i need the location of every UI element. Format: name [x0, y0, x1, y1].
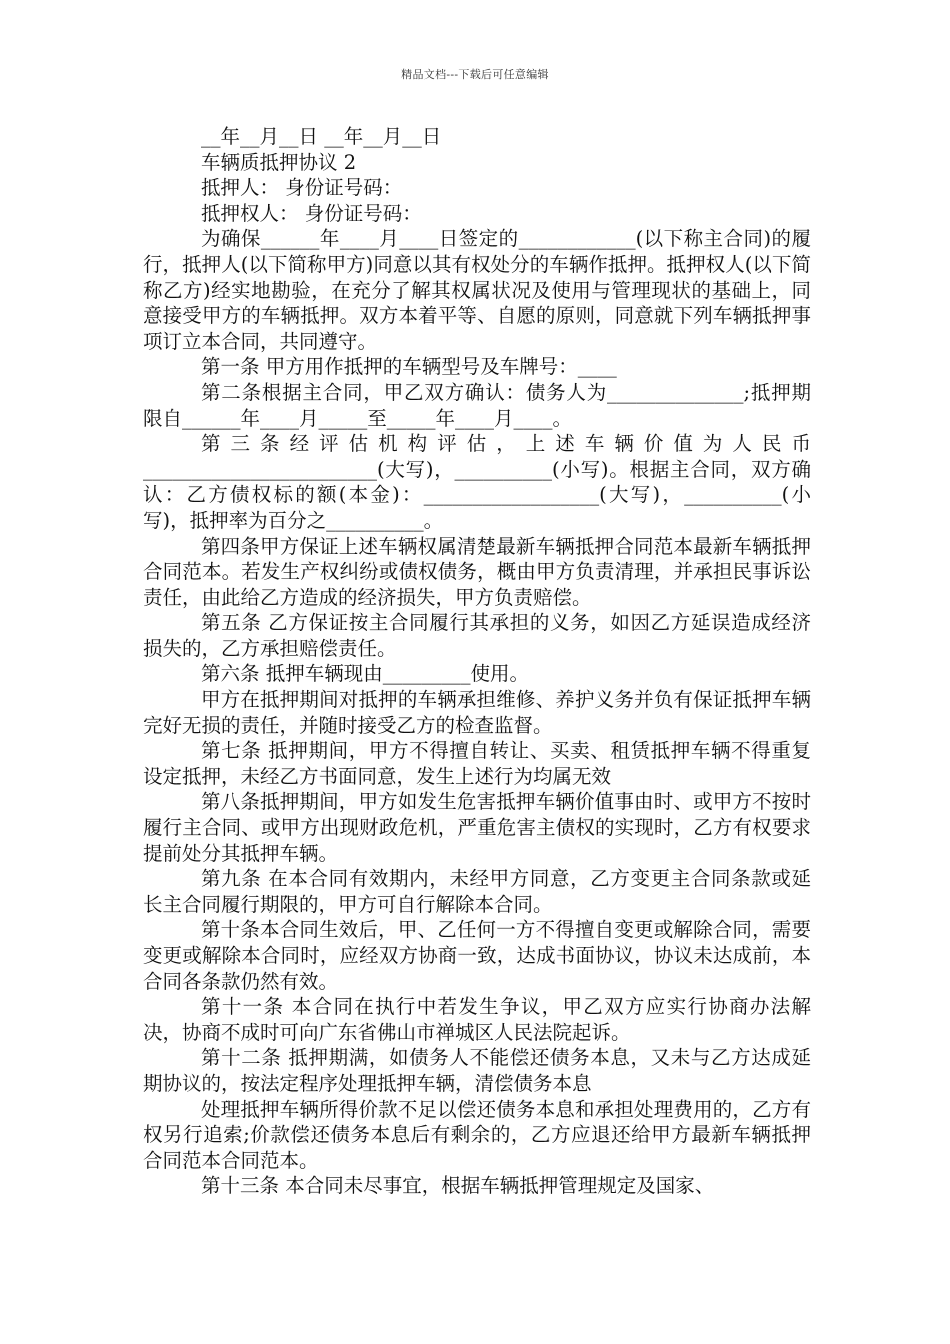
mortgagor-line: 抵押人： 身份证号码：	[201, 176, 403, 200]
preamble-paragraph: 为确保______年____月____日签定的____________(以下称主合同)的履行，抵押人(以下简称甲方)同意以其有权处分的车辆作抵押。抵押权人(以下简称乙方)经实地勘验，在充分了解其权属状况及使用与管理现状的基础上，同意接受甲方的车辆抵押。双方本着平等、自愿的原则，同意就下列车辆抵押事项订立本合同，共同遵守。	[143, 227, 811, 353]
article-6: 第六条 抵押车辆现由_________使用。	[201, 662, 529, 686]
article-5: 第五条 乙方保证按主合同履行其承担的义务，如因乙方延误造成经济损失的，乙方承担赔偿责任。	[143, 611, 811, 660]
article-12: 第十二条 抵押期满，如债务人不能偿还债务本息，又未与乙方达成延期协议的，按法定程序处理抵押车辆，清偿债务本息	[143, 1046, 811, 1095]
article-3: 第三条经评估机构评估，上述车辆价值为人民币________________________(大写)，__________(小写)。根据主合同，双方确认：乙方债权标的额(本金)：__________________(大写)，__________(小写)，抵押率为百分之__________。	[143, 432, 811, 532]
article-11: 第十一条 本合同在执行中若发生争议，甲乙双方应实行协商办法解决，协商不成时可向广东省佛山市禅城区人民法院起诉。	[143, 995, 811, 1044]
page-header: 精品文档---下载后可任意编辑	[401, 68, 549, 81]
document-body	[143, 124, 811, 1199]
article-9: 第九条 在本合同有效期内，未经甲方同意，乙方变更主合同条款或延长主合同履行期限的，甲方可自行解除本合同。	[143, 867, 811, 916]
article-2: 第二条根据主合同，甲乙双方确认：债务人为______________;抵押期限自______年____月_____至_____年____月____。	[143, 380, 811, 430]
article-13: 第十三条 本合同未尽事宜，根据车辆抵押管理规定及国家、	[201, 1174, 715, 1198]
article-10: 第十条本合同生效后，甲、乙任何一方不得擅自变更或解除合同，需要变更或解除本合同时，应经双方协商一致，达成书面协议，协议未达成前，本合同各条款仍然有效。	[143, 918, 811, 993]
article-12-detail: 处理抵押车辆所得价款不足以偿还债务本息和承担处理费用的，乙方有权另行追索;价款偿还债务本息后有剩余的，乙方应退还给甲方最新车辆抵押合同范本合同范本。	[143, 1097, 811, 1172]
date-line: __年__月__日 __年__月__日	[201, 125, 442, 148]
article-7: 第七条 抵押期间，甲方不得擅自转让、买卖、租赁抵押车辆不得重复设定抵押，未经乙方书面同意，发生上述行为均属无效	[143, 739, 811, 788]
article-1: 第一条 甲方用作抵押的车辆型号及车牌号：____	[201, 355, 617, 379]
mortgagee-line: 抵押权人： 身份证号码：	[201, 201, 422, 225]
document-title: 车辆质抵押协议 2	[201, 150, 357, 174]
article-8: 第八条抵押期间，甲方如发生危害抵押车辆价值事由时、或甲方不按时履行主合同、或甲方出现财政危机，严重危害主债权的实现时，乙方有权要求提前处分其抵押车辆。	[143, 790, 811, 865]
article-4: 第四条甲方保证上述车辆权属清楚最新车辆抵押合同范本最新车辆抵押合同范本。若发生产权纠纷或债权债务，概由甲方负责清理，并承担民事诉讼责任，由此给乙方造成的经济损失，甲方负责赔偿。	[143, 534, 811, 609]
article-6-detail: 甲方在抵押期间对抵押的车辆承担维修、养护义务并负有保证抵押车辆完好无损的责任，并随时接受乙方的检查监督。	[143, 688, 811, 737]
